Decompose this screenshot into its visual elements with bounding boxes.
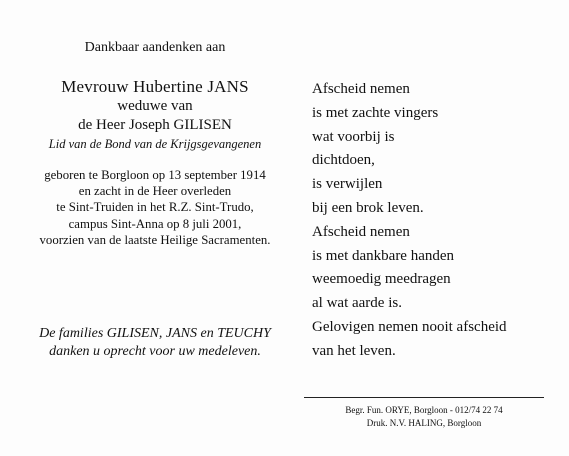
association-line: Lid van de Bond van de Krijgsgevangenen — [48, 137, 262, 151]
poem-line: is verwijlen — [312, 176, 383, 193]
poem-line: wat voorbij is — [312, 128, 395, 145]
bio-line: en zacht in de Heer overleden — [78, 184, 232, 199]
bio-line: te Sint-Truiden in het R.Z. Sint-Trudo, — [56, 200, 254, 215]
poem-line: Afscheid nemen — [312, 81, 410, 97]
poem-line: is met dankbare handen — [312, 247, 455, 264]
families-line: De families GILISEN, JANS en TEUCHY — [39, 326, 271, 341]
bio-line: voorzien van de laatste Heilige Sacramenten. — [39, 232, 271, 247]
poem-line: Gelovigen nemen nooit afscheid — [312, 318, 507, 335]
poem-line: van het leven. — [312, 342, 396, 359]
funeral-director: Begr. Fun. ORYE, Borgloon - 012/74 22 74 — [345, 405, 503, 415]
families-line: danken u oprecht voor uw medeleven. — [49, 344, 261, 359]
obituary-column — [20, 40, 290, 248]
thanks-heading: Dankbaar aandenken aan — [84, 40, 226, 55]
bio-line: campus Sint-Anna op 8 juli 2001, — [68, 216, 242, 231]
bio-line: geboren te Borgloon op 13 september 1914 — [44, 168, 266, 182]
widow-line: weduwe van — [117, 98, 193, 114]
printer-name: Druk. N.V. HALING, Borgloon — [366, 418, 482, 428]
poem-line: dichtdoen, — [312, 152, 375, 169]
poem-line: is met zachte vingers — [312, 104, 439, 121]
poem-line: bij een brok leven. — [312, 199, 424, 216]
poem — [312, 78, 507, 364]
biography — [20, 167, 290, 248]
printer-credits — [304, 404, 544, 430]
families-thanks — [20, 325, 290, 361]
poem-line: weemoedig meedragen — [312, 271, 451, 288]
poem-line: Afscheid nemen — [312, 223, 410, 240]
divider — [304, 397, 544, 398]
husband-name: de Heer Joseph GILISEN — [78, 117, 232, 133]
deceased-name: Mevrouw Hubertine JANS — [61, 77, 249, 96]
poem-line: al wat aarde is. — [312, 295, 402, 312]
